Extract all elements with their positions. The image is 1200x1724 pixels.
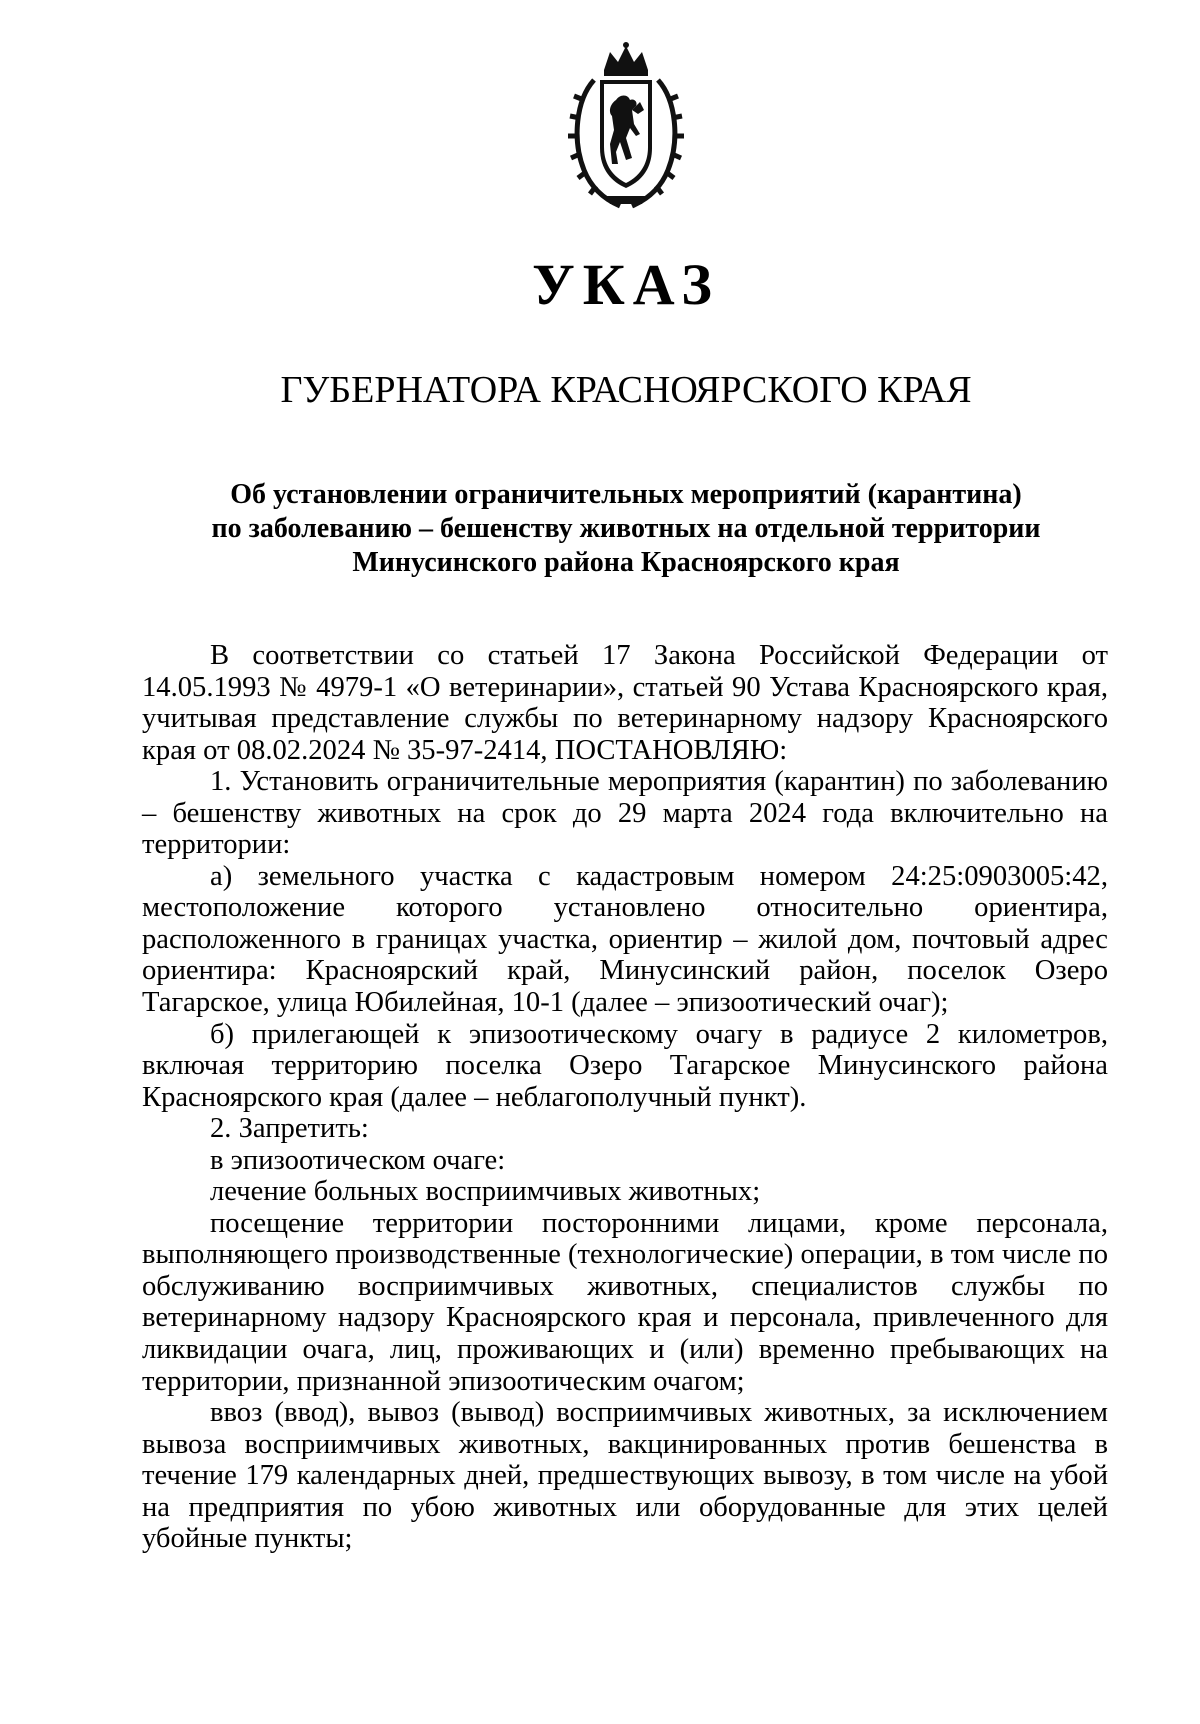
- clause-2-paragraph: 2. Запретить:: [210, 1113, 369, 1145]
- clause-1a-paragraph: а) земельного участка с кадастровым номером 24:25:0903005:42, местоположение которого установлено относительно ориентира, расположенного в границах участка, ориентир – жилой дом, почтовый адрес ориентира: Красноярский край, Минусинский район, поселок Озеро Тагарское, улица Юбилейная, 10-1 (далее – эпизоотический очаг);: [142, 860, 1108, 1019]
- clause-2-item: ввоз (ввод), вывоз (вывод) восприимчивых животных, за исключением вывоза восприимчивых животных, вакцинированных против бешенства в течение 179 календарных дней, предшествующих вывозу, в том числе на убой на предприятия по убою животных или оборудованные для этих целей убойные пункты;: [142, 1397, 1108, 1555]
- clause-1b-paragraph: б) прилегающей к эпизоотическому очагу в радиусе 2 километров, включая территорию поселка Озеро Тагарское Минусинского района Красноярского края (далее – неблагополучный пункт).: [142, 1018, 1108, 1113]
- preamble-paragraph: В соответствии со статьей 17 Закона Российской Федерации от 14.05.1993 № 4979-1 «О ветеринарии», статьей 90 Устава Красноярского края, учитывая представление службы по ветеринарному надзору Красноярского края от 08.02.2024 № 35-97-2414, ПОСТАНОВЛЯЮ:: [142, 640, 1108, 766]
- document-type-heading: УКАЗ: [532, 252, 720, 317]
- document-title: [140, 478, 1112, 580]
- title-line: по заболеванию – бешенству животных на отдельной территории: [211, 513, 1041, 544]
- coat-of-arms-emblem: [566, 40, 686, 212]
- issuer-heading: ГУБЕРНАТОРА КРАСНОЯРСКОГО КРАЯ: [280, 369, 972, 411]
- clause-1-paragraph: 1. Установить ограничительные мероприятия (карантин) по заболеванию – бешенству животных на срок до 29 марта 2024 года включительно на территории:: [142, 766, 1108, 861]
- clause-2-item: посещение территории посторонними лицами, кроме персонала, выполняющего производственные (технологические) операции, в том числе по обслуживанию восприимчивых животных, специалистов службы по ветеринарному надзору Красноярского края и персонала, привлеченного для ликвидации очага, лиц, проживающих и (или) временно пребывающих на территории, признанной эпизоотическим очагом;: [142, 1207, 1108, 1397]
- clause-2-subheading: в эпизоотическом очаге:: [210, 1144, 506, 1176]
- document-body: [142, 640, 1108, 1555]
- title-line: Об установлении ограничительных мероприятий (карантина): [230, 479, 1022, 510]
- title-line: Минусинского района Красноярского края: [352, 547, 900, 578]
- clause-2-item: лечение больных восприимчивых животных;: [210, 1176, 761, 1208]
